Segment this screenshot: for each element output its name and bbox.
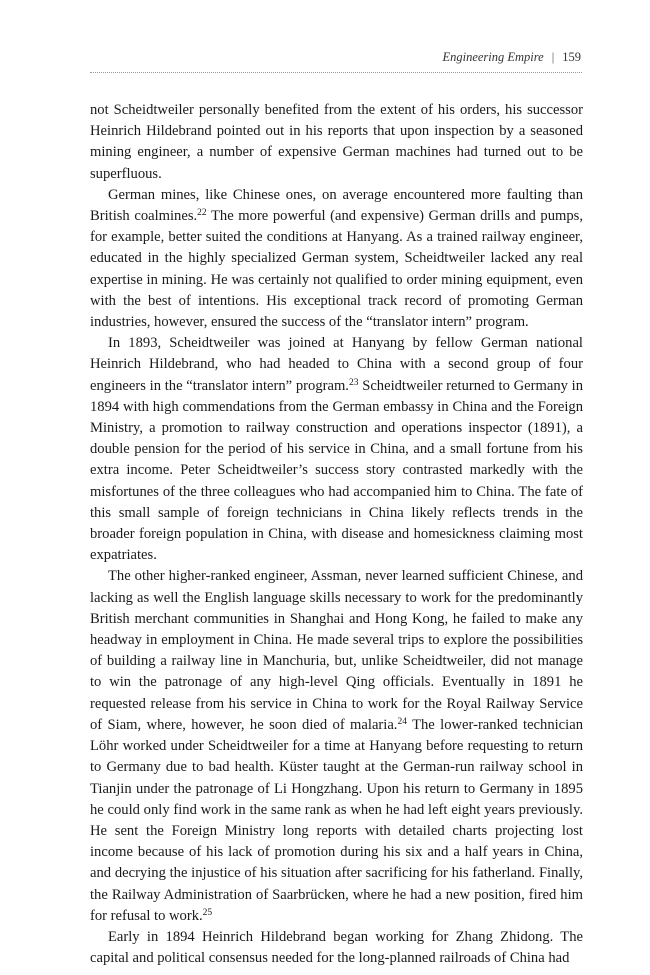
running-head — [442, 50, 581, 65]
paragraph-text: Early in 1894 Heinrich Hildebrand began working for Zhang Zhidong. The capital and political consensus needed for the long-planned railroads of China had — [90, 928, 583, 967]
footnote-ref: 25 — [202, 907, 213, 918]
paragraph-text: The lower-ranked technician Löhr worked under Scheidtweiler for a time at Hanyang before requesting to return to Germany due to bad health. Küster taught at the German-run railway school in Tianjin under the patronage of Li Hongzhang. Upon his return to Germany in 1895 he could only find work in the same rank as when he had left eight years previously. He sent the Foreign Ministry long reports with detailed charts projecting lost income because of his lack of promotion during his six and a half years in China, and decrying the injustice of his situation after sacrificing for his fatherland. Finally, the Railway Administration of Saarbrücken, where he had a new position, fired him for refusal to work. — [90, 716, 583, 924]
page-number: 159 — [562, 50, 581, 64]
paragraph-text: not Scheidtweiler personally benefited from the extent of his orders, his successor Heinrich Hildebrand pointed out in his reports that upon inspection by a seasoned mining engineer, a number of expensive German machines had turned out to be superfluous. — [90, 102, 583, 182]
body-text — [90, 100, 583, 969]
footnote-ref: 23 — [348, 377, 359, 388]
paragraph — [90, 333, 583, 566]
paragraph-text: In 1893, Scheidtweiler was joined at Hanyang by fellow German national Heinrich Hildebrand, who had headed to China with a second group of four engineers in the “translator intern” program. — [90, 335, 583, 394]
paragraph — [90, 566, 583, 926]
paragraph-text: The other higher-ranked engineer, Assman, never learned sufficient Chinese, and lacking as well the English language skills necessary to work for the predominantly British merchant communities in Shanghai and Hong Kong, he failed to make any headway in employment in China. He made several trips to explore the possibilities of building a railway line in Manchuria, but, unlike Scheidtweiler, did not manage to win the patronage of any high-level Qing officials. Eventually in 1891 he requested release from his service in China to work for the Royal Railway Service of Siam, where, however, he soon died of malaria. — [90, 568, 583, 733]
paragraph — [90, 927, 583, 969]
paragraph — [90, 100, 583, 185]
paragraph-text: Scheidtweiler returned to Germany in 1894 with high commendations from the German embassy in China and the Foreign Ministry, a promotion to railway construction and operations inspector (1891), a double pension for the period of his service in China, and a small fortune from his extra income. Peter Scheidtweiler’s success story contrasted markedly with the misfortunes of the three colleagues who had accompanied him to China. The fate of this small sample of foreign technicians in China likely reflects trends in the broader foreign population in China, with disease and homesickness claiming most expatriates. — [90, 377, 583, 564]
paragraph-text: The more powerful (and expensive) German drills and pumps, for example, better suited the conditions at Hanyang. As a trained railway engineer, educated in the highly specialized German system, Scheidtweiler lacked any real expertise in mining. He was certainly not qualified to order mining equipment, even with the best of intentions. His exceptional track record of promoting German industries, however, ensured the success of the “translator intern” program. — [90, 208, 583, 331]
running-head-separator: | — [551, 50, 555, 64]
paragraph-text: German mines, like Chinese ones, on average encountered more faulting than British coalmines. — [90, 186, 583, 225]
running-head-title: Engineering Empire — [442, 50, 544, 64]
paragraph — [90, 185, 583, 333]
footnote-ref: 24 — [397, 716, 407, 727]
header-rule — [90, 72, 582, 73]
footnote-ref: 22 — [197, 208, 207, 219]
